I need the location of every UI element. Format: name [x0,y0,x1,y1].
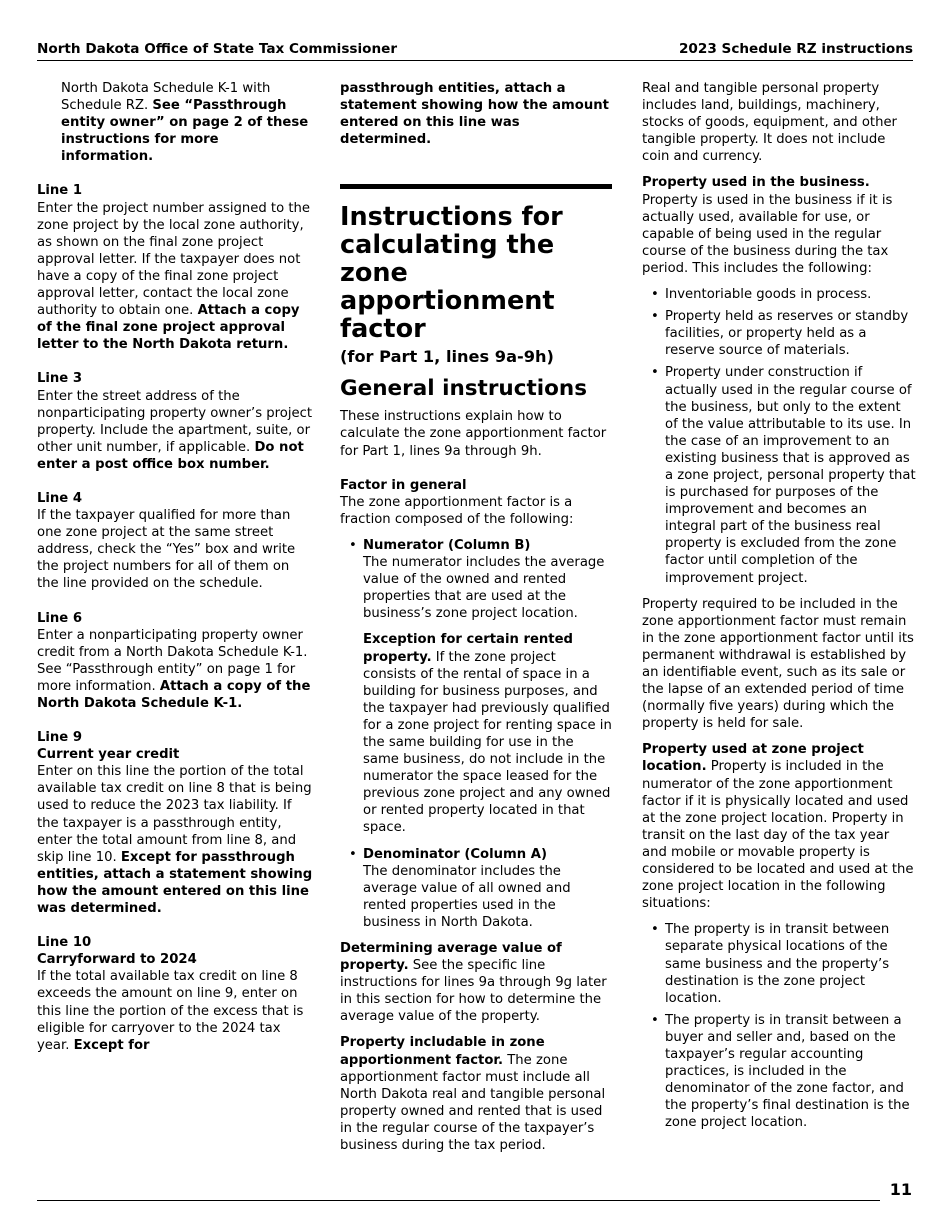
line-6-text: Enter a nonparticipating property owner credit from a North Dakota Schedule K-1. See “Passthrough entity” on page 1 for more information. [37,627,308,694]
line-9-subtitle: Current year credit [37,747,180,763]
line-4-section [37,490,313,593]
line-10-title: Line 10 [37,935,92,951]
list-item-denominator [340,846,612,931]
column-middle [340,80,612,1154]
zone-location-text: Property is included in the numerator of the zone apportionment factor if it is physically located and used at the zone project location. Property in transit on the last day of the tax year and mobile or movable property is considered to be located and used at the zone project location in the following situations: [642,759,914,912]
denominator-text: The denominator includes the average value of all owned and rented properties used in the business in North Dakota. [363,863,571,930]
denominator-title: Denominator (Column A) [363,846,547,862]
footer-divider [37,1200,880,1201]
line-4-title: Line 4 [37,490,83,506]
average-value-bold: Determining average value of property. [340,941,562,974]
line-10-continued: passthrough entities, attach a statement showing how the amount entered on this line was determined. [340,81,609,148]
line-1-bold: Attach a copy of the final zone project approval letter to the North Dakota return. [37,303,300,353]
line-9-title: Line 9 [37,730,83,746]
line-1-title: Line 1 [37,183,83,199]
intro-text: North Dakota Schedule K-1 with Schedule RZ. [61,81,271,114]
section-divider [340,184,612,189]
numerator-text: The numerator includes the average value of the owned and rented properties that are used at the business’s zone project location. [363,555,605,622]
factor-list [340,537,612,931]
section-subtitle: (for Part 1, lines 9a-9h) [340,347,554,367]
column-right [642,80,916,1131]
line-6-bold: Attach a copy of the North Dakota Schedule K-1. [37,678,311,711]
page-number: 11 [889,1180,912,1199]
includable-text: The zone apportionment factor must include all North Dakota real and tangible personal property owned and rented that is used in the regular course of the taxpayer’s business during the tax period. [340,1052,606,1154]
line-9-section [37,729,313,917]
general-instructions-text: These instructions explain how to calculate the zone apportionment factor for Part 1, lines 9a through 9h. [340,409,607,459]
zone-location-list [642,921,916,1131]
required-property-text: Property required to be included in the zone apportionment factor must remain in the zone apportionment factor until its permanent withdrawal is established by an identifiable event, such as its sale or the lapse of an extended period of time (normally five years) during which the property is held for sale. [642,596,914,732]
line-1-text: Enter the project number assigned to the zone project by the local zone authority, as shown on the final zone project approval letter. If the taxpayer does not have a copy of the final zone project approval letter, contact the local zone authority to obtain one. [37,200,311,319]
factor-text: The zone apportionment factor is a fraction composed of the following: [340,494,574,527]
line-3-section [37,370,313,473]
includable-bold: Property includable in zone apportionment factor. [340,1035,545,1068]
line-10-text: If the total available tax credit on line 8 exceeds the amount on line 9, enter on this line the portion of the excess that is eligible for carryover to the 2024 tax year. [37,969,304,1053]
line-3-title: Line 3 [37,371,83,387]
list-item: • The property is in transit between separate physical locations of the same business and the property’s destination is the zone project location. [642,921,916,1006]
list-item: • The property is in transit between a buyer and seller and, based on the taxpayer’s regular accounting practices, is included in the denominator of the zone factor, and the property’s final destination is the zone project location. [642,1012,916,1132]
zone-location-bold: Property used at zone project location. [642,742,864,775]
exception-text: If the zone project consists of the rental of space in a building for business purposes, and the taxpayer had previously qualified for a zone project for renting space in the same building for use in the same business, do not include in the numerator the space leased for the previous zone project and any owned or rented property located in that space. [363,649,612,836]
column-left [37,80,313,1054]
intro-paragraph [37,80,313,165]
average-value-text: See the specific line instructions for lines 9a through 9g later in this section for how to determine the average value of the property. [340,958,607,1025]
line-9-bold: Except for passthrough entities, attach a statement showing how the amount entered on this line was determined. [37,849,313,917]
line-1-section [37,182,313,353]
line-4-text: If the taxpayer qualified for more than one zone project at the same street address, check the “Yes” box and write the project numbers for all of them on the line provided on the schedule. [37,508,296,592]
line-10-section [37,934,313,1054]
line-6-section [37,610,313,713]
list-item: • Property held as reserves or standby facilities, or property held as a reserve source of materials. [642,308,916,359]
factor-heading: Factor in general [340,477,467,493]
used-in-business-list [642,286,916,587]
list-item-numerator [340,537,612,846]
line-3-text: Enter the street address of the nonparticipating property owner’s project property. Include the apartment, suite, or other unit number, if applicable. [37,388,313,455]
section-title: Instructions for calculating the zone apportionment factor [340,202,563,345]
intro-bold: See “Passthrough entity owner” on page 2 of these instructions for more information. [61,98,309,165]
exception-bold: Exception for certain rented property. [363,632,573,665]
numerator-title: Numerator (Column B) [363,537,531,553]
used-in-business-text: Property is used in the business if it is actually used, available for use, or capable of being used in the regular course of the business during the tax period. This includes the following: [642,192,893,276]
list-item: • Inventoriable goods in process. [642,286,916,303]
real-property-text: Real and tangible personal property includes land, buildings, machinery, stocks of goods, equipment, and other tangible property. It does not include coin and currency. [642,81,897,165]
line-10-subtitle: Carryforward to 2024 [37,952,197,968]
header-document-title: 2023 Schedule RZ instructions [678,41,913,57]
line-10-bold: Except for [73,1037,150,1053]
header-divider [37,60,913,61]
line-3-bold: Do not enter a post office box number. [37,439,304,472]
line-6-title: Line 6 [37,610,83,626]
used-in-business-bold: Property used in the business. [642,175,870,191]
header-agency: North Dakota Office of State Tax Commissioner [37,41,398,57]
general-instructions-heading: General instructions [340,376,588,402]
list-item: • Property under construction if actually used in the regular course of the business, but only to the extent of the value attributable to its use. In the case of an improvement to an existing business that is approved as a zone project, personal property that is purchased for purposes of the improvement and becomes an integral part of the business real property is excluded from the zone factor until completion of the improvement project. [642,364,916,586]
line-9-text: Enter on this line the portion of the total available tax credit on line 8 that is being used to reduce the 2023 tax liability. If the taxpayer is a passthrough entity, enter the total amount from line 8, and skip line 10. [37,764,312,865]
